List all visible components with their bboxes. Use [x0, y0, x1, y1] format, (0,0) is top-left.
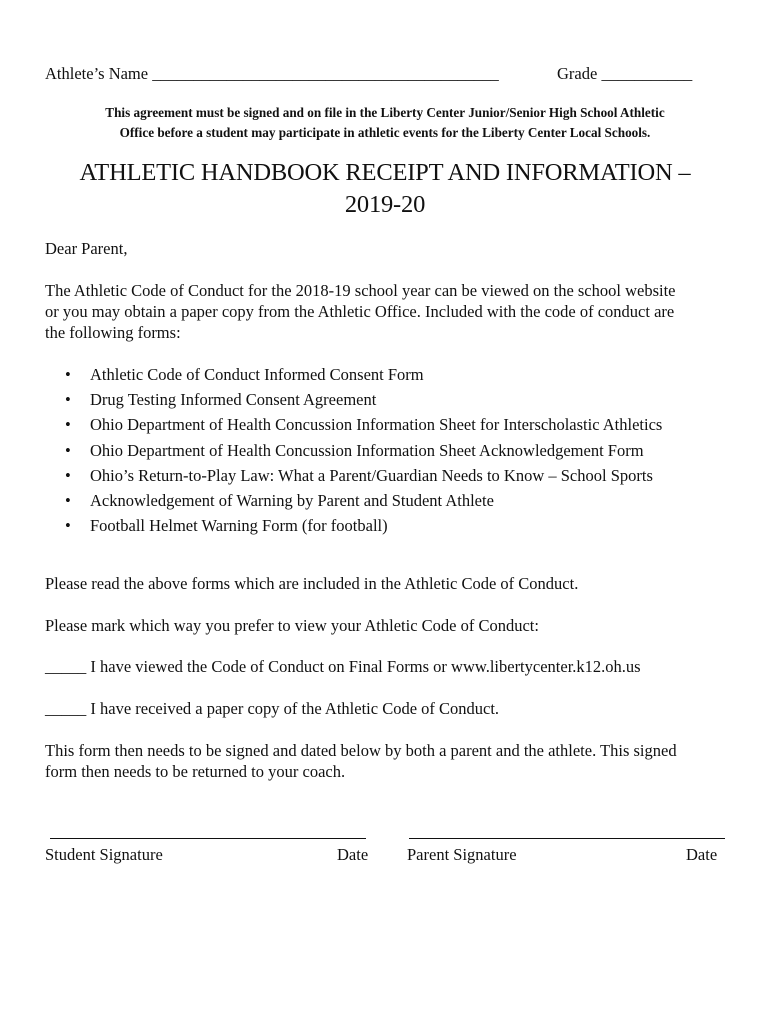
list-item: [45, 364, 662, 389]
list-item: [45, 490, 662, 515]
grade-blank[interactable]: ___________: [601, 64, 693, 83]
option-paper-copy: [45, 698, 730, 719]
list-item-label: Acknowledgement of Warning by Parent and Student Athlete: [90, 490, 494, 510]
list-item-label: Athletic Code of Conduct Informed Consent Form: [90, 365, 424, 384]
list-item: [45, 440, 662, 465]
athlete-name-blank[interactable]: __________________________________________: [152, 64, 499, 83]
list-item-label: Ohio Department of Health Concussion Information Sheet Acknowledgement Form: [90, 440, 644, 460]
option-viewed-checkbox[interactable]: _____: [45, 657, 87, 676]
athlete-name-label: Athlete’s Name: [45, 64, 149, 83]
list-item-label: Drug Testing Informed Consent Agreement: [90, 390, 377, 410]
notice-line-1: This agreement must be signed and on file in the Liberty Center Junior/Senior High School Athletic: [105, 105, 665, 120]
list-item: [45, 389, 662, 414]
grade-row: [557, 64, 692, 84]
student-date-label: Date: [337, 845, 369, 864]
parent-date-label: Date: [686, 845, 718, 864]
closing-paragraph: [45, 740, 730, 782]
intro-line-2: or you may obtain a paper copy from the Athletic Office. Included with the code of conduct are: [45, 302, 675, 321]
title-line-2: 2019-20: [344, 191, 426, 218]
list-item-label: Football Helmet Warning Form (for football): [90, 516, 388, 536]
read-forms-text: Please read the above forms which are included in the Athletic Code of Conduct.: [45, 574, 579, 593]
bullet-icon: •: [65, 490, 71, 510]
student-signature-label: Student Signature: [45, 845, 163, 864]
forms-list: [45, 364, 662, 540]
list-item-label: Ohio’s Return-to-Play Law: What a Parent/Guardian Needs to Know – School Sports: [90, 465, 653, 485]
greeting: Dear Parent,: [45, 239, 128, 258]
parent-signature-label: Parent Signature: [407, 845, 517, 864]
intro-line-1: The Athletic Code of Conduct for the 2018-19 school year can be viewed on the school website: [45, 281, 676, 300]
mark-prompt: Please mark which way you prefer to view your Athletic Code of Conduct:: [45, 616, 539, 635]
bullet-icon: •: [65, 365, 71, 384]
notice-line-2: Office before a student may participate in athletic events for the Liberty Center Local Schools.: [119, 125, 651, 140]
athlete-name-row: [45, 64, 499, 84]
student-signature-line[interactable]: [50, 838, 366, 839]
title-line-1: ATHLETIC HANDBOOK RECEIPT AND INFORMATION –: [79, 159, 691, 186]
signing-notice: [40, 103, 730, 143]
list-item-label: Ohio Department of Health Concussion Information Sheet for Interscholastic Athletics: [90, 415, 663, 435]
closing-line-2: form then needs to be returned to your coach.: [45, 762, 346, 781]
bullet-icon: •: [65, 465, 71, 485]
option-viewed-online: [45, 656, 730, 677]
option-paper-label: I have received a paper copy of the Athletic Code of Conduct.: [90, 699, 500, 718]
list-item: [45, 515, 662, 540]
intro-paragraph: [45, 280, 730, 343]
option-paper-checkbox[interactable]: _____: [45, 699, 87, 718]
intro-line-3: the following forms:: [45, 323, 181, 342]
grade-label: Grade: [557, 64, 598, 83]
option-viewed-label: I have viewed the Code of Conduct on Final Forms or www.libertycenter.k12.oh.us: [90, 657, 641, 676]
bullet-icon: •: [65, 440, 71, 460]
bullet-icon: •: [65, 415, 71, 435]
closing-line-1: This form then needs to be signed and dated below by both a parent and the athlete. This signed: [45, 741, 677, 760]
page-title: [30, 157, 740, 221]
bullet-icon: •: [65, 516, 71, 536]
bullet-icon: •: [65, 390, 71, 410]
list-item: [45, 465, 662, 490]
parent-signature-line[interactable]: [409, 838, 725, 839]
list-item: [45, 414, 662, 439]
